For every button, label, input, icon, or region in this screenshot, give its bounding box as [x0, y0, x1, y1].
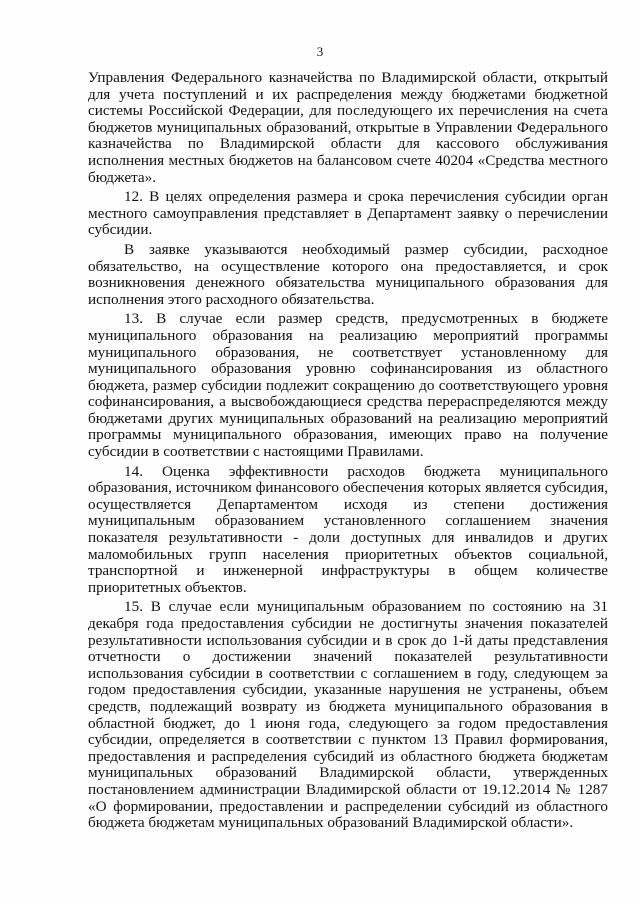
- paragraph-12: 12. В целях определения размера и срока перечисления субсидии орган местного самоуправления представляет в Департамент заявку о перечислении субсидии.: [88, 188, 608, 239]
- paragraph-14: 14. Оценка эффективности расходов бюджета муниципального образования, источником финансового обеспечения которых является субсидия, осуществляется Департаментом исходя из степени достижения муниципальным образованием установленного соглашением значения показателя результативности - доли доступных для инвалидов и других маломобильных групп населения приоритетных объектов социальной, транспортной и инженерной инфраструктуры в общем количестве приоритетных объектов.: [88, 462, 608, 596]
- paragraph-continuation: Управления Федерального казначейства по Владимирской области, открытый для учета поступлений и их распределения между бюджетами бюджетной системы Российской Федерации, для последующего их перечисления на счета бюджетов муниципальных образований, открытые в Управлении Федерального казначейства по Владимирской области для кассового обслуживания исполнения местных бюджетов на балансовом счете 40204 «Средства местного бюджета».: [88, 69, 608, 186]
- paragraph-13: 13. В случае если размер средств, предусмотренных в бюджете муниципального образования на реализацию мероприятий программы муниципального образования, не соответствует установленному для муниципального образования уровню софинансирования из областного бюджета, размер субсидии подлежит сокращению до соответствующего уровня софинансирования, а высвобождающиеся средства перераспределяются между бюджетами других муниципальных образований на реализацию мероприятий программы муниципального образования, имеющих право на получение субсидии в соответствии с настоящими Правилами.: [88, 310, 608, 461]
- paragraph-15: 15. В случае если муниципальным образованием по состоянию на 31 декабря года предоставления субсидии не достигнуты значения показателей результативности использования субсидии и в срок до 1-й даты представления отчетности о достижении значений показателей результативности использования субсидии в соответствии с соглашением в году, следующем за годом предоставления субсидии, указанные нарушения не устранены, объем средств, подлежащий возврату из бюджета муниципального образования в областной бюджет, до 1 июня года, следующего за годом предоставления субсидии, определяется в соответствии с пунктом 13 Правил формирования, предоставления и распределения субсидий из областного бюджета бюджетам муниципальных образований Владимирской области, утвержденных постановлением администрации Владимирской области от 19.12.2014 № 1287 «О формировании, предоставлении и распределении субсидий из областного бюджета бюджетам муниципальных образований Владимирской области».: [88, 598, 608, 832]
- page-number: 3: [316, 44, 324, 59]
- paragraph-12-application: В заявке указываются необходимый размер субсидии, расходное обязательство, на осуществление которого она предоставляется, и срок возникновения денежного обязательства муниципального образования для исполнения этого расходного обязательства.: [88, 240, 608, 308]
- document-body: [88, 70, 608, 833]
